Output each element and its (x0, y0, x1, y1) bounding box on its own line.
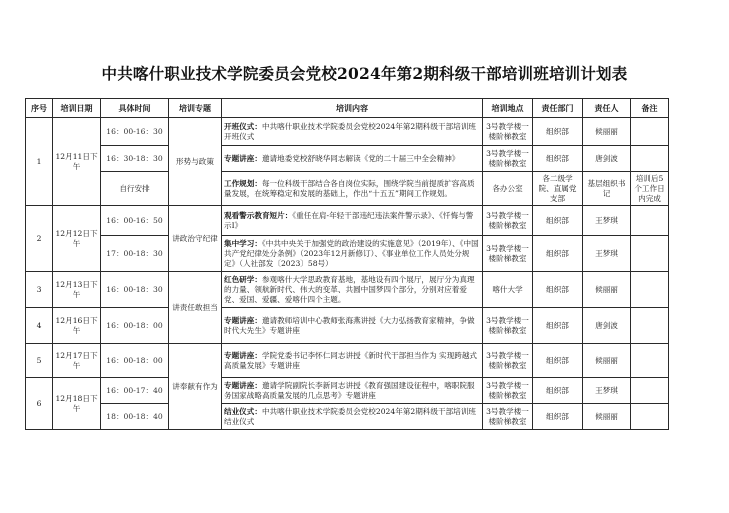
dept-cell: 组织部 (533, 236, 583, 272)
content-cell (222, 272, 483, 308)
header-dept: 责任部门 (533, 99, 583, 118)
header-topic: 培训专题 (169, 99, 222, 118)
person-cell: 候丽丽 (583, 344, 631, 378)
seq-cell: 4 (26, 308, 53, 344)
page-title: 中共喀什职业技术学院委员会党校2024年第2期科级干部培训班培训计划表 (101, 64, 628, 83)
table-row (26, 272, 669, 308)
seq-cell: 6 (26, 378, 53, 430)
time-cell: 17：00-18：30 (101, 236, 169, 272)
content-cell (222, 206, 483, 236)
content-lead: 专题讲座： (224, 315, 262, 325)
date-cell: 12月13日下午 (53, 272, 101, 308)
content-lead: 红色研学： (224, 274, 262, 284)
dept-cell: 组织部 (533, 272, 583, 308)
person-cell: 王梦琪 (583, 206, 631, 236)
content-lead: 结业仪式： (224, 406, 262, 416)
content-text: 中共喀什职业技术学院委员会党校2024年第2期科级干部培训班结业仪式 (224, 406, 476, 426)
header-content: 培训内容 (222, 99, 483, 118)
date-cell: 12月16日下午 (53, 308, 101, 344)
person-cell: 候丽丽 (583, 118, 631, 146)
date-cell: 12月17日下午 (53, 344, 101, 378)
location-cell: 3号教学楼一楼阶梯教室 (483, 236, 533, 272)
location-cell: 3号教学楼一楼阶梯教室 (483, 206, 533, 236)
remark-cell (631, 236, 669, 272)
dept-cell: 组织部 (533, 404, 583, 430)
content-text: 学院党委书记李怀仁同志讲授《新时代干部担当作为 实现跨越式高质量发展》专题讲座 (224, 350, 478, 370)
topic-cell: 形势与政策 (169, 118, 222, 206)
content-lead: 专题讲座： (224, 350, 262, 360)
content-cell (222, 118, 483, 146)
date-cell: 12月11日下午 (53, 118, 101, 206)
table-header-row (26, 99, 669, 118)
remark-cell (631, 378, 669, 404)
table-row (26, 146, 669, 172)
header-date: 培训日期 (53, 99, 101, 118)
table-row (26, 308, 669, 344)
person-cell: 候丽丽 (583, 404, 631, 430)
seq-cell: 1 (26, 118, 53, 206)
content-text: 邀请地委党校舒晓华同志解读《党的二十届三中全会精神》 (261, 153, 460, 163)
location-cell: 3号教学楼一楼阶梯教室 (483, 118, 533, 146)
location-cell: 3号教学楼一楼阶梯教室 (483, 308, 533, 344)
content-text: 《中共中央关于加强党的政治建设的实施意见》（2019年）、《中国共产党纪律处分条例》（2023年12月新修订）、《事业单位工作人员处分规定》（人社部发〔2023〕58号） (224, 238, 479, 268)
person-cell: 王梦琪 (583, 378, 631, 404)
seq-cell: 2 (26, 206, 53, 272)
date-cell: 12月18日下午 (53, 378, 101, 430)
person-cell: 唐剑波 (583, 308, 631, 344)
content-text: 每一位科级干部结合各自岗位实际，围绕学院当前提质扩容高质量发展，在统筹稳定和发展的基础上，作出“十五五”期间工作规划。 (224, 178, 475, 198)
remark-cell (631, 308, 669, 344)
header-seq: 序号 (26, 99, 53, 118)
table-row (26, 404, 669, 430)
content-cell (222, 344, 483, 378)
dept-cell: 组织部 (533, 344, 583, 378)
content-lead: 开班仪式： (224, 121, 262, 131)
header-remark: 备注 (631, 99, 669, 118)
header-time: 具体时间 (101, 99, 169, 118)
content-cell (222, 236, 483, 272)
topic-cell: 讲责任敢担当 (169, 272, 222, 344)
table-row (26, 172, 669, 206)
content-cell (222, 378, 483, 404)
time-cell: 16：00-18：30 (101, 272, 169, 308)
content-text: 邀请教师培训中心教师张海燕讲授《大力弘扬教育家精神，争做时代大先生》专题讲座 (224, 315, 475, 335)
dept-cell: 组织部 (533, 146, 583, 172)
table-row (26, 206, 669, 236)
content-cell (222, 404, 483, 430)
time-cell: 16：00-18：00 (101, 308, 169, 344)
location-cell: 喀什大学 (483, 272, 533, 308)
topic-cell: 讲政治守纪律 (169, 206, 222, 272)
time-cell: 自行安排 (101, 172, 169, 206)
seq-cell: 5 (26, 344, 53, 378)
table-row (26, 344, 669, 378)
location-cell: 3号教学楼一楼阶梯教室 (483, 344, 533, 378)
location-cell: 各办公室 (483, 172, 533, 206)
header-location: 培训地点 (483, 99, 533, 118)
dept-cell: 组织部 (533, 206, 583, 236)
time-cell: 16：00-16：30 (101, 118, 169, 146)
content-text: 中共喀什职业技术学院委员会党校2024年第2期科级干部培训班开班仪式 (224, 121, 476, 141)
person-cell: 候丽丽 (583, 272, 631, 308)
date-cell: 12月12日下午 (53, 206, 101, 272)
remark-cell (631, 404, 669, 430)
topic-cell: 讲奉献有作为 (169, 344, 222, 430)
location-cell: 3号教学楼一楼阶梯教室 (483, 146, 533, 172)
content-text: 邀请学院副院长李新同志讲授《教育强国建设征程中，喀职院服务国家战略高质量发展的几点思考》专题讲座 (224, 380, 475, 400)
time-cell: 18：00-18：40 (101, 404, 169, 430)
remark-cell (631, 146, 669, 172)
table-row (26, 118, 669, 146)
training-plan-table (25, 98, 669, 430)
dept-cell: 组织部 (533, 118, 583, 146)
remark-cell: 培训后5个工作日内完成 (631, 172, 669, 206)
time-cell: 16：00-18：00 (101, 344, 169, 378)
time-cell: 16：00-17：40 (101, 378, 169, 404)
person-cell: 唐剑波 (583, 146, 631, 172)
dept-cell: 组织部 (533, 308, 583, 344)
remark-cell (631, 118, 669, 146)
location-cell: 3号教学楼一楼阶梯教室 (483, 404, 533, 430)
dept-cell: 各二级学院、直属党支部 (533, 172, 583, 206)
remark-cell (631, 206, 669, 236)
person-cell: 基层组织书记 (583, 172, 631, 206)
content-lead: 工作规划： (224, 178, 262, 188)
content-cell (222, 308, 483, 344)
content-text: 参观喀什大学思政教育基地，基地设有四个展厅，展厅分为真理的力量、领航新时代、伟大的变革、共圆中国梦四个部分，分别对应着爱党、爱国、爱疆、爱喀什四个主题。 (224, 274, 475, 304)
content-lead: 集中学习： (224, 238, 262, 248)
location-cell: 3号教学楼一楼阶梯教室 (483, 378, 533, 404)
person-cell: 王梦琪 (583, 236, 631, 272)
remark-cell (631, 344, 669, 378)
remark-cell (631, 272, 669, 308)
content-cell (222, 146, 483, 172)
table-row (26, 378, 669, 404)
table-row (26, 236, 669, 272)
content-cell (222, 172, 483, 206)
dept-cell: 组织部 (533, 378, 583, 404)
content-lead: 观看警示教育短片： (224, 210, 293, 220)
time-cell: 16：00-16：50 (101, 206, 169, 236)
seq-cell: 3 (26, 272, 53, 308)
content-lead: 专题讲座： (224, 380, 262, 390)
content-text: 《重任在肩-年轻干部违纪违法案件警示录》、《忏悔与警示Ⅰ》 (224, 210, 474, 230)
content-lead: 专题讲座： (224, 153, 262, 163)
time-cell: 16：30-18：30 (101, 146, 169, 172)
header-person: 责任人 (583, 99, 631, 118)
